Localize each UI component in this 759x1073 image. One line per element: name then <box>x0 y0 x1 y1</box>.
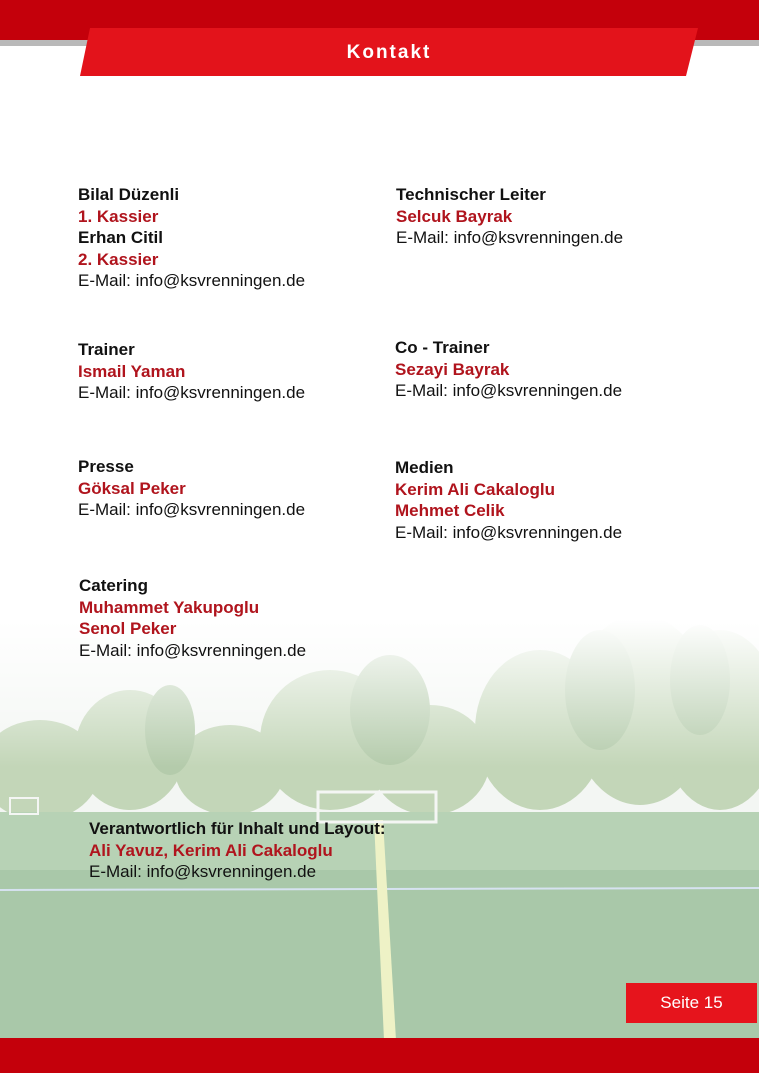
presse-heading: Presse <box>78 457 134 476</box>
page-number: Seite 15 <box>626 983 757 1023</box>
trainer-name: Ismail Yaman <box>78 361 186 381</box>
co-trainer-section <box>395 337 622 402</box>
co-trainer-email: E-Mail: info@ksvrenningen.de <box>395 381 623 400</box>
verantwortlich-names: Ali Yavuz, Kerim Ali Cakaloglu <box>89 840 333 860</box>
kassier-name-2: Erhan Citil <box>78 228 164 247</box>
medien-heading: Medien <box>395 458 454 477</box>
kassier-email: E-Mail: info@ksvrenningen.de <box>78 271 306 290</box>
medien-email: E-Mail: info@ksvrenningen.de <box>395 522 623 542</box>
trainer-email: E-Mail: info@ksvrenningen.de <box>78 383 306 402</box>
verantwortlich-section <box>89 818 386 883</box>
footer-bar <box>0 1038 759 1073</box>
co-trainer-name: Sezayi Bayrak <box>395 359 510 379</box>
medien-section <box>395 457 622 543</box>
technischer-leiter-section <box>396 184 623 249</box>
catering-name-1: Muhammet Yakupoglu <box>79 597 260 617</box>
technischer-leiter-heading: Technischer Leiter <box>396 185 546 204</box>
technischer-leiter-name: Selcuk Bayrak <box>396 206 513 226</box>
page-title: Kontakt <box>346 42 432 63</box>
medien-name-2: Mehmet Celik <box>395 501 505 520</box>
trainer-section <box>78 339 305 404</box>
trainer-heading: Trainer <box>78 340 135 359</box>
verantwortlich-email: E-Mail: info@ksvrenningen.de <box>89 862 317 881</box>
medien-name-1: Kerim Ali Cakaloglu <box>395 479 555 499</box>
technischer-leiter-email: E-Mail: info@ksvrenningen.de <box>396 228 624 247</box>
kassier-role-2: 2. Kassier <box>78 249 159 269</box>
presse-section <box>78 456 305 521</box>
catering-name-2: Senol Peker <box>79 619 177 638</box>
verantwortlich-heading: Verantwortlich für Inhalt und Layout: <box>89 819 386 838</box>
catering-heading: Catering <box>79 576 148 595</box>
kassier-name-1: Bilal Düzenli <box>78 185 180 204</box>
kassier-role-1: 1. Kassier <box>78 206 159 226</box>
catering-email: E-Mail: info@ksvrenningen.de <box>79 640 307 660</box>
kassier-section <box>78 184 305 292</box>
catering-section <box>79 575 306 661</box>
presse-name: Göksal Peker <box>78 478 186 498</box>
co-trainer-heading: Co - Trainer <box>395 338 490 357</box>
presse-email: E-Mail: info@ksvrenningen.de <box>78 500 306 519</box>
